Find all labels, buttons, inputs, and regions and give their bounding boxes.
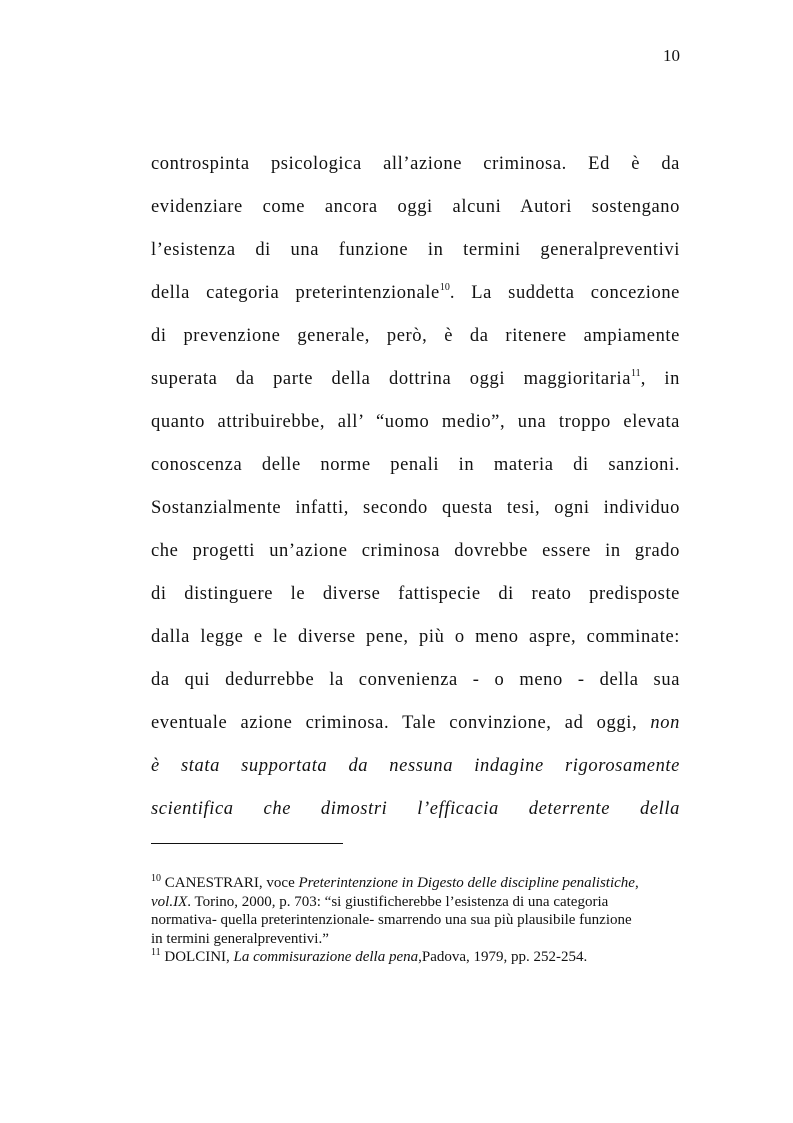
body-line: l’esistenza di una funzione in termini generalpreventivi xyxy=(151,240,680,260)
page-number: 10 xyxy=(663,46,680,65)
footnote-ref-10[interactable]: 10 xyxy=(439,282,450,293)
body-line: evidenziare come ancora oggi alcuni Autori sostengano xyxy=(151,197,680,217)
body-line: controspinta psicologica all’azione criminosa. Ed è da xyxy=(151,154,680,174)
footnote-10-line xyxy=(151,893,680,912)
footnote-separator xyxy=(151,843,343,844)
body-line xyxy=(151,746,680,789)
footnote-text: ,Padova, 1979, pp. 252-254. xyxy=(418,949,588,965)
body-line: di prevenzione generale, però, è da ritenere ampiamente xyxy=(151,326,680,346)
footnote-number: 11 xyxy=(151,947,161,958)
footnote-volume: vol.IX xyxy=(151,893,188,910)
footnote-10 xyxy=(151,874,680,893)
body-line: quanto attribuirebbe, all’ “uomo medio”, una troppo elevata xyxy=(151,412,680,432)
body-text xyxy=(151,144,680,832)
body-line-text: superata da parte della dottrina oggi maggioritaria xyxy=(151,369,632,389)
footnote-text: , xyxy=(634,875,639,891)
body-line-text: eventuale azione criminosa. Tale convinzione, ad oggi, xyxy=(151,713,638,733)
body-line-text: della categoria preterintenzionale xyxy=(151,283,440,303)
body-line: dalla legge e le diverse pene, più o meno aspre, comminate: xyxy=(151,627,680,647)
footnote-title: La commisurazione della pena xyxy=(233,949,419,965)
footnote-10-line: normativa- quella preterintenzionale- smarrendo una sua più plausibile funzione xyxy=(151,912,632,928)
body-line-italic: scientifica che dimostri l’efficacia deterrente della xyxy=(151,799,680,819)
body-line-italic: è stata supportata da nessuna indagine rigorosamente xyxy=(151,756,680,776)
body-line: conoscenza delle norme penali in materia di sanzioni. xyxy=(151,455,680,475)
body-line xyxy=(151,359,680,402)
footnote-author: DOLCINI, xyxy=(164,949,230,965)
footnote-author: CANESTRARI, voce xyxy=(164,875,295,891)
body-line-text: , in xyxy=(640,369,680,389)
footnotes xyxy=(151,874,680,967)
body-line-italic: non xyxy=(650,713,680,733)
body-line: Sostanzialmente infatti, secondo questa tesi, ogni individuo xyxy=(151,498,680,518)
footnote-text: . Torino, 2000, p. 703: “si giustificherebbe l’esistenza di una categoria xyxy=(187,893,609,910)
footnote-number: 10 xyxy=(151,873,161,884)
body-line: da qui dedurrebbe la convenienza - o meno - della sua xyxy=(151,670,680,690)
body-line: di distinguere le diverse fattispecie di reato predisposte xyxy=(151,584,680,604)
body-line-text: . La suddetta concezione xyxy=(449,283,680,303)
body-line xyxy=(151,789,680,832)
footnote-ref-11[interactable]: 11 xyxy=(631,368,641,379)
body-line xyxy=(151,703,680,746)
body-line: che progetti un’azione criminosa dovrebbe essere in grado xyxy=(151,541,680,561)
body-line xyxy=(151,273,680,316)
footnote-10-line: in termini generalpreventivi.” xyxy=(151,930,329,947)
footnote-11 xyxy=(151,948,680,967)
footnote-title: Preterintenzione in Digesto delle discipline penalistiche xyxy=(298,875,635,891)
